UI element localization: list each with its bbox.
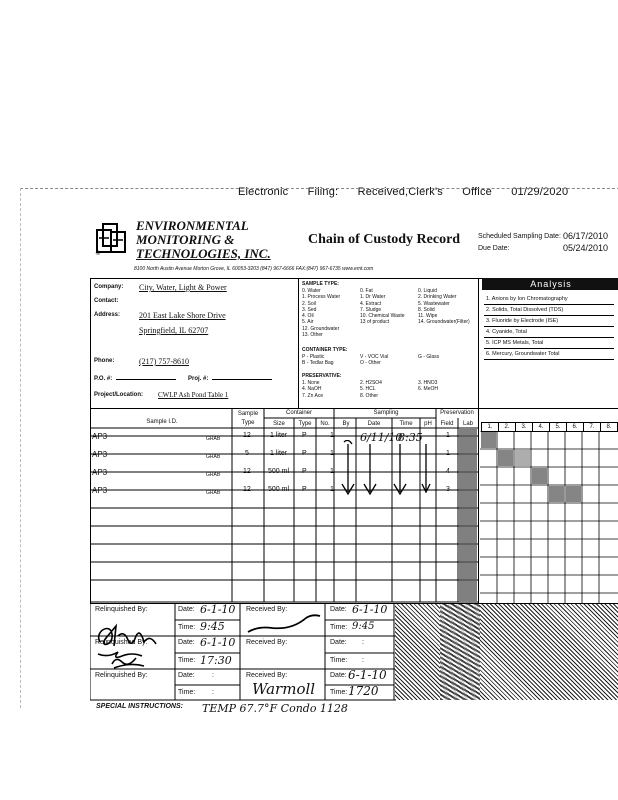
scan-noise-area: [395, 604, 618, 700]
svg-text:®: ®: [95, 250, 101, 256]
analysis-item: 5. ICP MS Metals, Total: [486, 340, 544, 346]
col-no: No.: [320, 421, 330, 427]
scan-noise-strip: [440, 604, 480, 700]
pres-item: 4. NaOH: [302, 386, 322, 393]
container-item: P - Plastic: [302, 354, 325, 360]
time-label-2: Time:: [178, 657, 196, 664]
contact-label: Contact:: [94, 298, 119, 304]
type-item: 5. Air: [302, 319, 314, 326]
r1-recv-time: 9:45: [352, 621, 375, 632]
col-time: Time: [399, 421, 413, 427]
time-label-3: Time:: [178, 689, 196, 696]
phone-label: Phone:: [94, 358, 115, 364]
special-instructions-value: TEMP 67.7°F Condo 1128: [202, 702, 348, 715]
company-line2: MONITORING &: [136, 232, 235, 247]
row1-size: 1 liter: [270, 432, 288, 439]
pres-item: 6. MeOH: [418, 386, 439, 393]
recv-time-label-2: Time:: [330, 657, 348, 664]
row1-type: 12: [243, 432, 251, 439]
sample-type-header: SAMPLE TYPE:: [302, 281, 339, 287]
col-ph: pH: [424, 421, 432, 427]
recv-time-colon-2: :: [362, 657, 364, 664]
filing-received: Received,Clerk's: [357, 186, 443, 198]
row4-size: 500 ml: [268, 486, 290, 493]
row4-pres: 3: [446, 486, 450, 493]
row3-pres: 4: [446, 468, 450, 475]
r2-date: 6-1-10: [200, 636, 236, 649]
date-label-3: Date:: [178, 672, 195, 679]
r2-time: 17:30: [200, 654, 232, 667]
type-item: 4. Oil: [302, 313, 314, 320]
analysis-col: 3.: [515, 422, 533, 432]
due-date-label: Due Date:: [478, 245, 510, 252]
date-label-2: Date:: [178, 639, 195, 646]
recv-time-label-1: Time:: [330, 624, 348, 631]
row1-ctype: P: [302, 432, 307, 439]
client-phone: (217) 757-8610: [139, 357, 189, 366]
row3-id: AP3: [92, 468, 108, 477]
special-instructions-label: SPECIAL INSTRUCTIONS:: [96, 703, 183, 710]
company-address: 8100 North Austin Avenue Morton Grove, IL 60053-3203 (847) 967-6666 FAX:(847) 967-6735 www.emt.com: [134, 266, 374, 272]
pres-item: 1. None: [302, 380, 320, 386]
received-label-1: Received By:: [246, 606, 288, 613]
type-item: 0. Fat: [360, 288, 373, 294]
row1-no: 1: [330, 432, 334, 439]
time-colon-3: :: [212, 689, 214, 696]
pres-item: 7. Zn Ace: [302, 392, 324, 399]
type-item: 8. Solid: [418, 306, 435, 313]
address-label: Address:: [94, 312, 121, 318]
record-title: Chain of Custody Record: [308, 232, 461, 247]
type-item: 10. Chemical Waste: [360, 313, 405, 320]
col-date: Date: [367, 421, 381, 427]
container-item: V - VOC Vial: [360, 354, 389, 360]
recv-date-label-1: Date:: [330, 606, 347, 613]
pres-item: 3. HNO3: [418, 380, 438, 386]
proj-label: Proj. #:: [188, 376, 209, 382]
row3-grab: GRAB: [206, 472, 221, 478]
client-address1: 201 East Lake Shore Drive: [139, 311, 226, 320]
pres-item: 2. H2SO4: [360, 380, 382, 386]
row4-type: 12: [243, 486, 251, 493]
container-item: O - Other: [360, 360, 381, 367]
type-item: 3. Sed: [302, 306, 317, 313]
type-item: 2. Soil: [302, 300, 316, 307]
filing-date: 01/29/2020: [511, 186, 569, 198]
row4-grab: GRAB: [206, 490, 221, 496]
analysis-grid: [480, 431, 618, 603]
client-address2: Springfield, IL 62707: [139, 326, 209, 335]
row2-id: AP3: [92, 450, 108, 459]
company-name: [136, 219, 271, 261]
date-colon-3: :: [212, 672, 214, 679]
analysis-item: 1. Anions by Ion Chromatography: [486, 296, 568, 302]
r1-date: 6-1-10: [200, 603, 236, 616]
container-type-header: CONTAINER TYPE:: [302, 347, 348, 353]
r3-recv-date: 6-1-10: [348, 668, 387, 682]
schedule-block: [478, 231, 609, 255]
analysis-col: 1.: [481, 422, 499, 432]
type-item: 0. Liquid: [418, 288, 437, 294]
client-divider: [298, 278, 299, 408]
analysis-header: Analysis: [482, 278, 618, 290]
type-item: 13 of product: [360, 319, 390, 326]
type-item: 11. Wipe: [418, 313, 438, 320]
pres-item: 5. HCL: [360, 386, 376, 393]
recv-date-colon-2: :: [362, 639, 364, 646]
client-company: City, Water, Light & Power: [139, 283, 227, 292]
company-line3: TECHNOLOGIES, INC.: [136, 246, 271, 261]
sample-type-legend: [302, 281, 478, 405]
relinquished-label-3: Relinquished By:: [95, 672, 148, 679]
project-label: Project/Location:: [94, 392, 144, 398]
type-item: 12. Groundwater: [302, 325, 340, 332]
r3-recv-time: 1720: [348, 684, 379, 698]
due-date: 05/24/2010: [563, 243, 609, 253]
col-lab: Lab: [462, 421, 473, 427]
received-label-2: Received By:: [246, 639, 288, 646]
date-label-1: Date:: [178, 606, 195, 613]
recv3-signature: Warmoll: [252, 680, 316, 698]
sheet-top-edge: [20, 188, 618, 190]
handwritten-sample-time: 8:35: [398, 431, 423, 444]
po-label: P.O. #:: [94, 376, 113, 382]
type-item: 7. Sludge: [360, 306, 382, 313]
row4-no: 1: [330, 486, 334, 493]
row2-grab: GRAB: [206, 454, 221, 460]
filing-office: Office: [462, 186, 492, 198]
row1-pres: 1: [446, 432, 450, 439]
row4-ctype: P: [302, 486, 307, 493]
received-label-3: Received By:: [246, 672, 288, 679]
recv-time-label-3: Time:: [330, 689, 348, 696]
col-container: Container: [285, 410, 312, 416]
analysis-item: 6. Mercury, Groundwater Total: [486, 351, 560, 357]
signature-scribbles: [92, 612, 172, 702]
type-item: 14. Groundwater(Filter): [418, 319, 470, 326]
r1-recv-date: 6-1-10: [352, 603, 388, 616]
recv1-signature-scribble: [242, 612, 332, 638]
row3-ctype: P: [302, 468, 307, 475]
pres-item: 8. Other: [360, 392, 379, 399]
col-sample-type: Sample Type: [237, 411, 259, 426]
row4-id: AP3: [92, 486, 108, 495]
type-item: 5. Wastewater: [418, 300, 450, 307]
type-item: 0. Water: [302, 288, 321, 294]
company-line1: ENVIRONMENTAL: [136, 218, 249, 233]
r1-time: 9:45: [200, 620, 225, 633]
analysis-col: 4.: [532, 422, 550, 432]
row2-no: 1: [330, 450, 334, 457]
type-item: 4. Extract: [360, 300, 382, 307]
analysis-col: 8.: [600, 422, 618, 432]
recv-date-label-3: Date:: [330, 672, 347, 679]
sampling-date-label: Scheduled Sampling Date:: [478, 233, 561, 240]
handwritten-sample-date: 6/11/10: [360, 431, 403, 444]
analysis-col: 5.: [549, 422, 567, 432]
type-item: 1. Process Water: [302, 294, 341, 301]
col-by: By: [342, 421, 350, 427]
col-sample-id: Sample I.D.: [146, 419, 178, 425]
container-item: B - Tedlar Bag: [302, 360, 334, 367]
row3-size: 500 ml: [268, 468, 290, 475]
relinquished-label-2: Relinquished By:: [95, 639, 148, 646]
recv-date-label-2: Date:: [330, 639, 347, 646]
analysis-col: 7.: [583, 422, 601, 432]
analysis-col: 2.: [498, 422, 516, 432]
row2-size: 1 liter: [270, 450, 288, 457]
col-size: Size: [273, 421, 285, 427]
analysis-item: 3. Fluoride by Electrode (ISE): [486, 318, 559, 324]
filing-label: Filing:: [307, 186, 339, 198]
row2-type: 5: [245, 450, 249, 457]
row2-pres: 1: [446, 450, 450, 457]
col-field: Field: [440, 421, 454, 427]
row3-type: 12: [243, 468, 251, 475]
relinquished-label-1: Relinquished By:: [95, 606, 148, 613]
time-label-1: Time:: [178, 624, 196, 631]
analysis-item: 4. Cyanide, Total: [486, 329, 527, 335]
sampling-date: 06/17/2010: [563, 231, 609, 241]
analysis-item: 2. Solids, Total Dissolved (TDS): [486, 307, 564, 313]
type-item: 13. Other: [302, 332, 323, 339]
analysis-col: 6.: [566, 422, 584, 432]
col-preservation: Preservation: [440, 410, 474, 416]
type-item: 2. Drinking Water: [418, 294, 457, 301]
type-item: 1. Dr Water: [360, 294, 386, 301]
filing-electronic: Electronic: [238, 186, 289, 198]
container-item: G - Glass: [418, 354, 440, 360]
row1-id: AP3: [92, 432, 108, 441]
preservative-header: PRESERVATIVE:: [302, 373, 342, 379]
col-type: Type: [298, 421, 312, 427]
row2-ctype: P: [302, 450, 307, 457]
company-label: Company:: [94, 284, 124, 290]
client-project: CWLP Ash Pond Table 1: [158, 391, 229, 399]
ditto-arrows: [336, 440, 436, 500]
col-sampling: Sampling: [373, 410, 399, 416]
row3-no: 1: [330, 468, 334, 475]
row1-grab: GRAB: [206, 436, 221, 442]
sheet-left-edge: [20, 188, 22, 708]
emt-logo-icon: [95, 220, 129, 256]
